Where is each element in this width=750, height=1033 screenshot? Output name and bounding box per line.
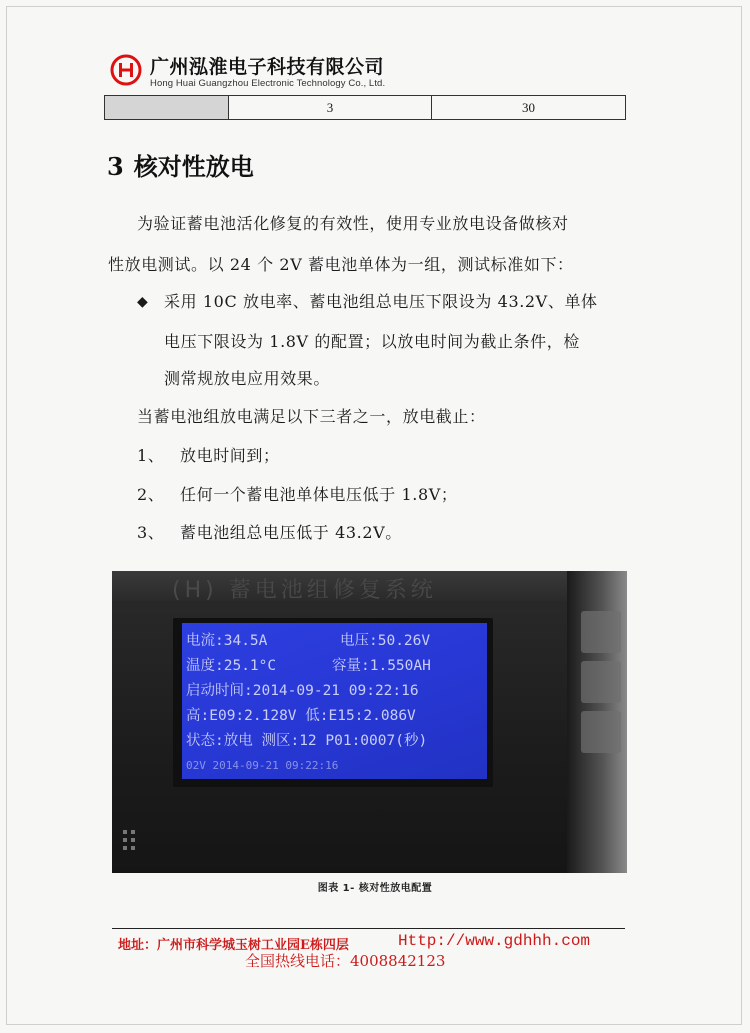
footer-address: 地址：广州市科学城玉树工业园E栋四层 bbox=[118, 938, 349, 953]
company-name-cn: 广州泓淮电子科技有限公司 bbox=[150, 56, 385, 78]
figure-caption: 图表 1- 核对性放电配置 bbox=[317, 883, 433, 894]
header-cell-blank bbox=[105, 96, 229, 119]
paragraph-line: 性放电测试。以 24 个 2V 蓄电池单体为一组，测试标准如下： bbox=[108, 255, 574, 274]
list-item-number: 3、 bbox=[137, 523, 165, 542]
lcd-screen bbox=[182, 623, 487, 779]
section-heading bbox=[107, 147, 254, 182]
device-panel-strip bbox=[112, 571, 627, 601]
bullet-line: 电压下限设为 1.8V 的配置；以放电时间为截止条件，检 bbox=[164, 332, 580, 351]
lcd-current: 电流:34.5A bbox=[186, 633, 268, 649]
list-item: 放电时间到； bbox=[180, 446, 280, 465]
footer-hotline: 全国热线电话：4008842123 bbox=[245, 952, 446, 970]
lcd-status: 状态:放电 测区:12 P01:0007(秒) bbox=[186, 733, 428, 749]
footer-url-link[interactable]: Http://www.gdhhh.com bbox=[398, 932, 591, 950]
footer-rule bbox=[112, 928, 625, 929]
list-item-number: 1、 bbox=[137, 446, 165, 465]
section-number: 3 bbox=[107, 152, 124, 181]
header-cell-page: 3 bbox=[229, 96, 432, 119]
list-item: 任何一个蓄电池单体电压低于 1.8V； bbox=[180, 485, 458, 504]
lcd-high-low: 高:E09:2.128V 低:E15:2.086V bbox=[186, 708, 416, 724]
device-side-panels bbox=[581, 611, 621, 761]
lcd-voltage: 电压:50.26V bbox=[340, 633, 431, 649]
device-panel-label: (H) 蓄电池组修复系统 bbox=[172, 578, 437, 603]
lcd-start-time: 启动时间:2014-09-21 09:22:16 bbox=[186, 683, 419, 699]
list-item-number: 2、 bbox=[137, 485, 165, 504]
lcd-temperature: 温度:25.1°C bbox=[186, 658, 277, 674]
company-name-en: Hong Huai Guangzhou Electronic Technology Co., Ltd. bbox=[150, 78, 386, 89]
keypad-icon bbox=[122, 829, 138, 851]
bullet-line: 采用 10C 放电率、蓄电池组总电压下限设为 43.2V、单体 bbox=[164, 292, 598, 311]
bullet-line: 测常规放电应用效果。 bbox=[164, 369, 331, 388]
company-logo-icon bbox=[110, 54, 142, 86]
diamond-bullet-icon: ◆ bbox=[137, 294, 148, 310]
lcd-capacity: 容量:1.550AH bbox=[332, 658, 431, 674]
device-photo bbox=[112, 571, 627, 873]
section-title: 核对性放电 bbox=[133, 153, 254, 181]
paragraph-line: 为验证蓄电池活化修复的有效性，使用专业放电设备做核对 bbox=[137, 214, 569, 233]
header-cell-total: 30 bbox=[522, 99, 535, 115]
lcd-bottom-line: 02V 2014-09-21 09:22:16 bbox=[186, 759, 339, 772]
cutoff-intro: 当蓄电池组放电满足以下三者之一，放电截止： bbox=[137, 407, 486, 426]
list-item: 蓄电池组总电压低于 43.2V。 bbox=[180, 523, 402, 542]
header-table bbox=[104, 95, 626, 120]
